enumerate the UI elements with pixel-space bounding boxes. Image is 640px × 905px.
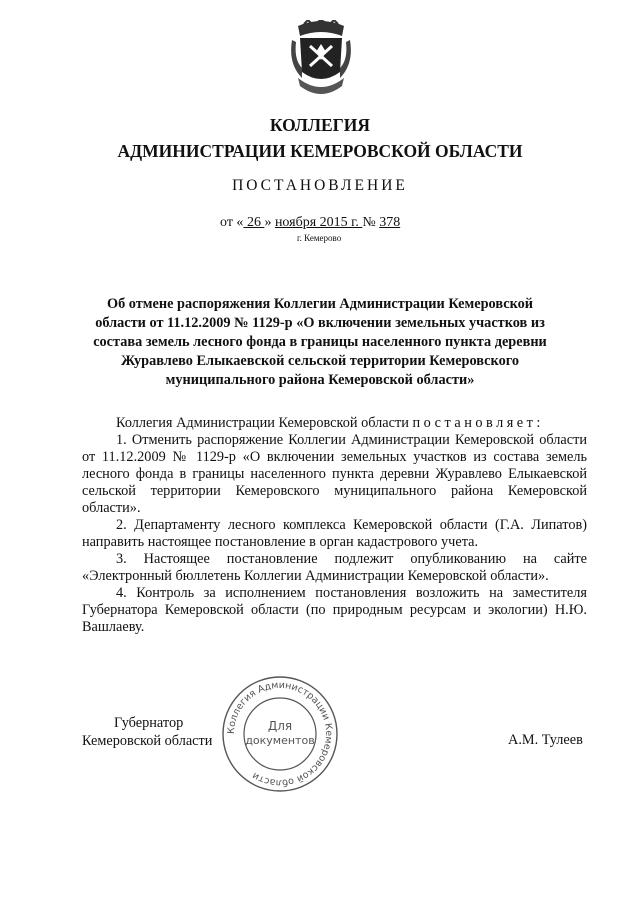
signature-position-line1: Губернатор xyxy=(114,715,184,731)
signature-name: А.М. Тулеев xyxy=(508,732,583,748)
stamp-ring-text: Коллегия Администрации Кемеровской области xyxy=(225,679,335,789)
date-mid: » xyxy=(264,215,275,230)
date-prefix: от « xyxy=(220,215,244,230)
date-month-year: ноября 2015 г. xyxy=(274,215,363,230)
org-name-line2: АДМИНИСТРАЦИИ КЕМЕРОВСКОЙ ОБЛАСТИ xyxy=(117,141,523,161)
body-item-1: 1. Отменить распоряжение Коллегии Администрации Кемеровской области от 11.12.2009 № 1129-р «О включении земельных участков из состава земель лесного фонда в границы населенного пункта деревни Журавлево Елыкаевской сельской территории Кемеровского муниципального района Кемеровской области». xyxy=(82,432,587,516)
signature-position xyxy=(82,714,212,750)
org-name-line1: КОЛЛЕГИЯ xyxy=(269,115,371,135)
official-stamp xyxy=(220,674,340,794)
body-item-2: 2. Департаменту лесного комплекса Кемеровской области (Г.А. Липатов) направить настоящее постановление в орган кадастрового учета. xyxy=(82,517,587,550)
city: г. Кемерово xyxy=(297,233,342,243)
signature-position-line2: Кемеровской области xyxy=(82,733,213,749)
intro-word: постановляет: xyxy=(412,415,544,431)
intro-text: Коллегия Администрации Кемеровской области xyxy=(116,415,413,431)
date-day: 26 xyxy=(243,215,265,230)
document-body xyxy=(82,415,587,636)
intro-paragraph xyxy=(82,415,587,432)
coat-of-arms-icon xyxy=(290,20,352,100)
document-date-line xyxy=(220,215,400,231)
stamp-center-line1: Для xyxy=(267,719,293,733)
number-label: № xyxy=(362,215,380,230)
stamp-center-line2: документов xyxy=(245,734,315,747)
document-number: 378 xyxy=(379,215,401,230)
body-item-3: 3. Настоящее постановление подлежит опубликованию на сайте «Электронный бюллетень Коллегии Администрации Кемеровской области». xyxy=(82,551,587,584)
document-type: ПОСТАНОВЛЕНИЕ xyxy=(232,177,408,194)
document-title: Об отмене распоряжения Коллегии Администрации Кемеровской области от 11.12.2009 № 1129-р «О включении земельных участков из состава земель лесного фонда в границы населенного пункта деревни Журавлево Елыкаевской сельской территории Кемеровского муниципального района Кемеровской области» xyxy=(93,296,547,388)
body-item-4: 4. Контроль за исполнением постановления возложить на заместителя Губернатора Кемеровской области (по природным ресурсам и экологии) Н.Ю. Вашлаеву. xyxy=(82,585,587,635)
